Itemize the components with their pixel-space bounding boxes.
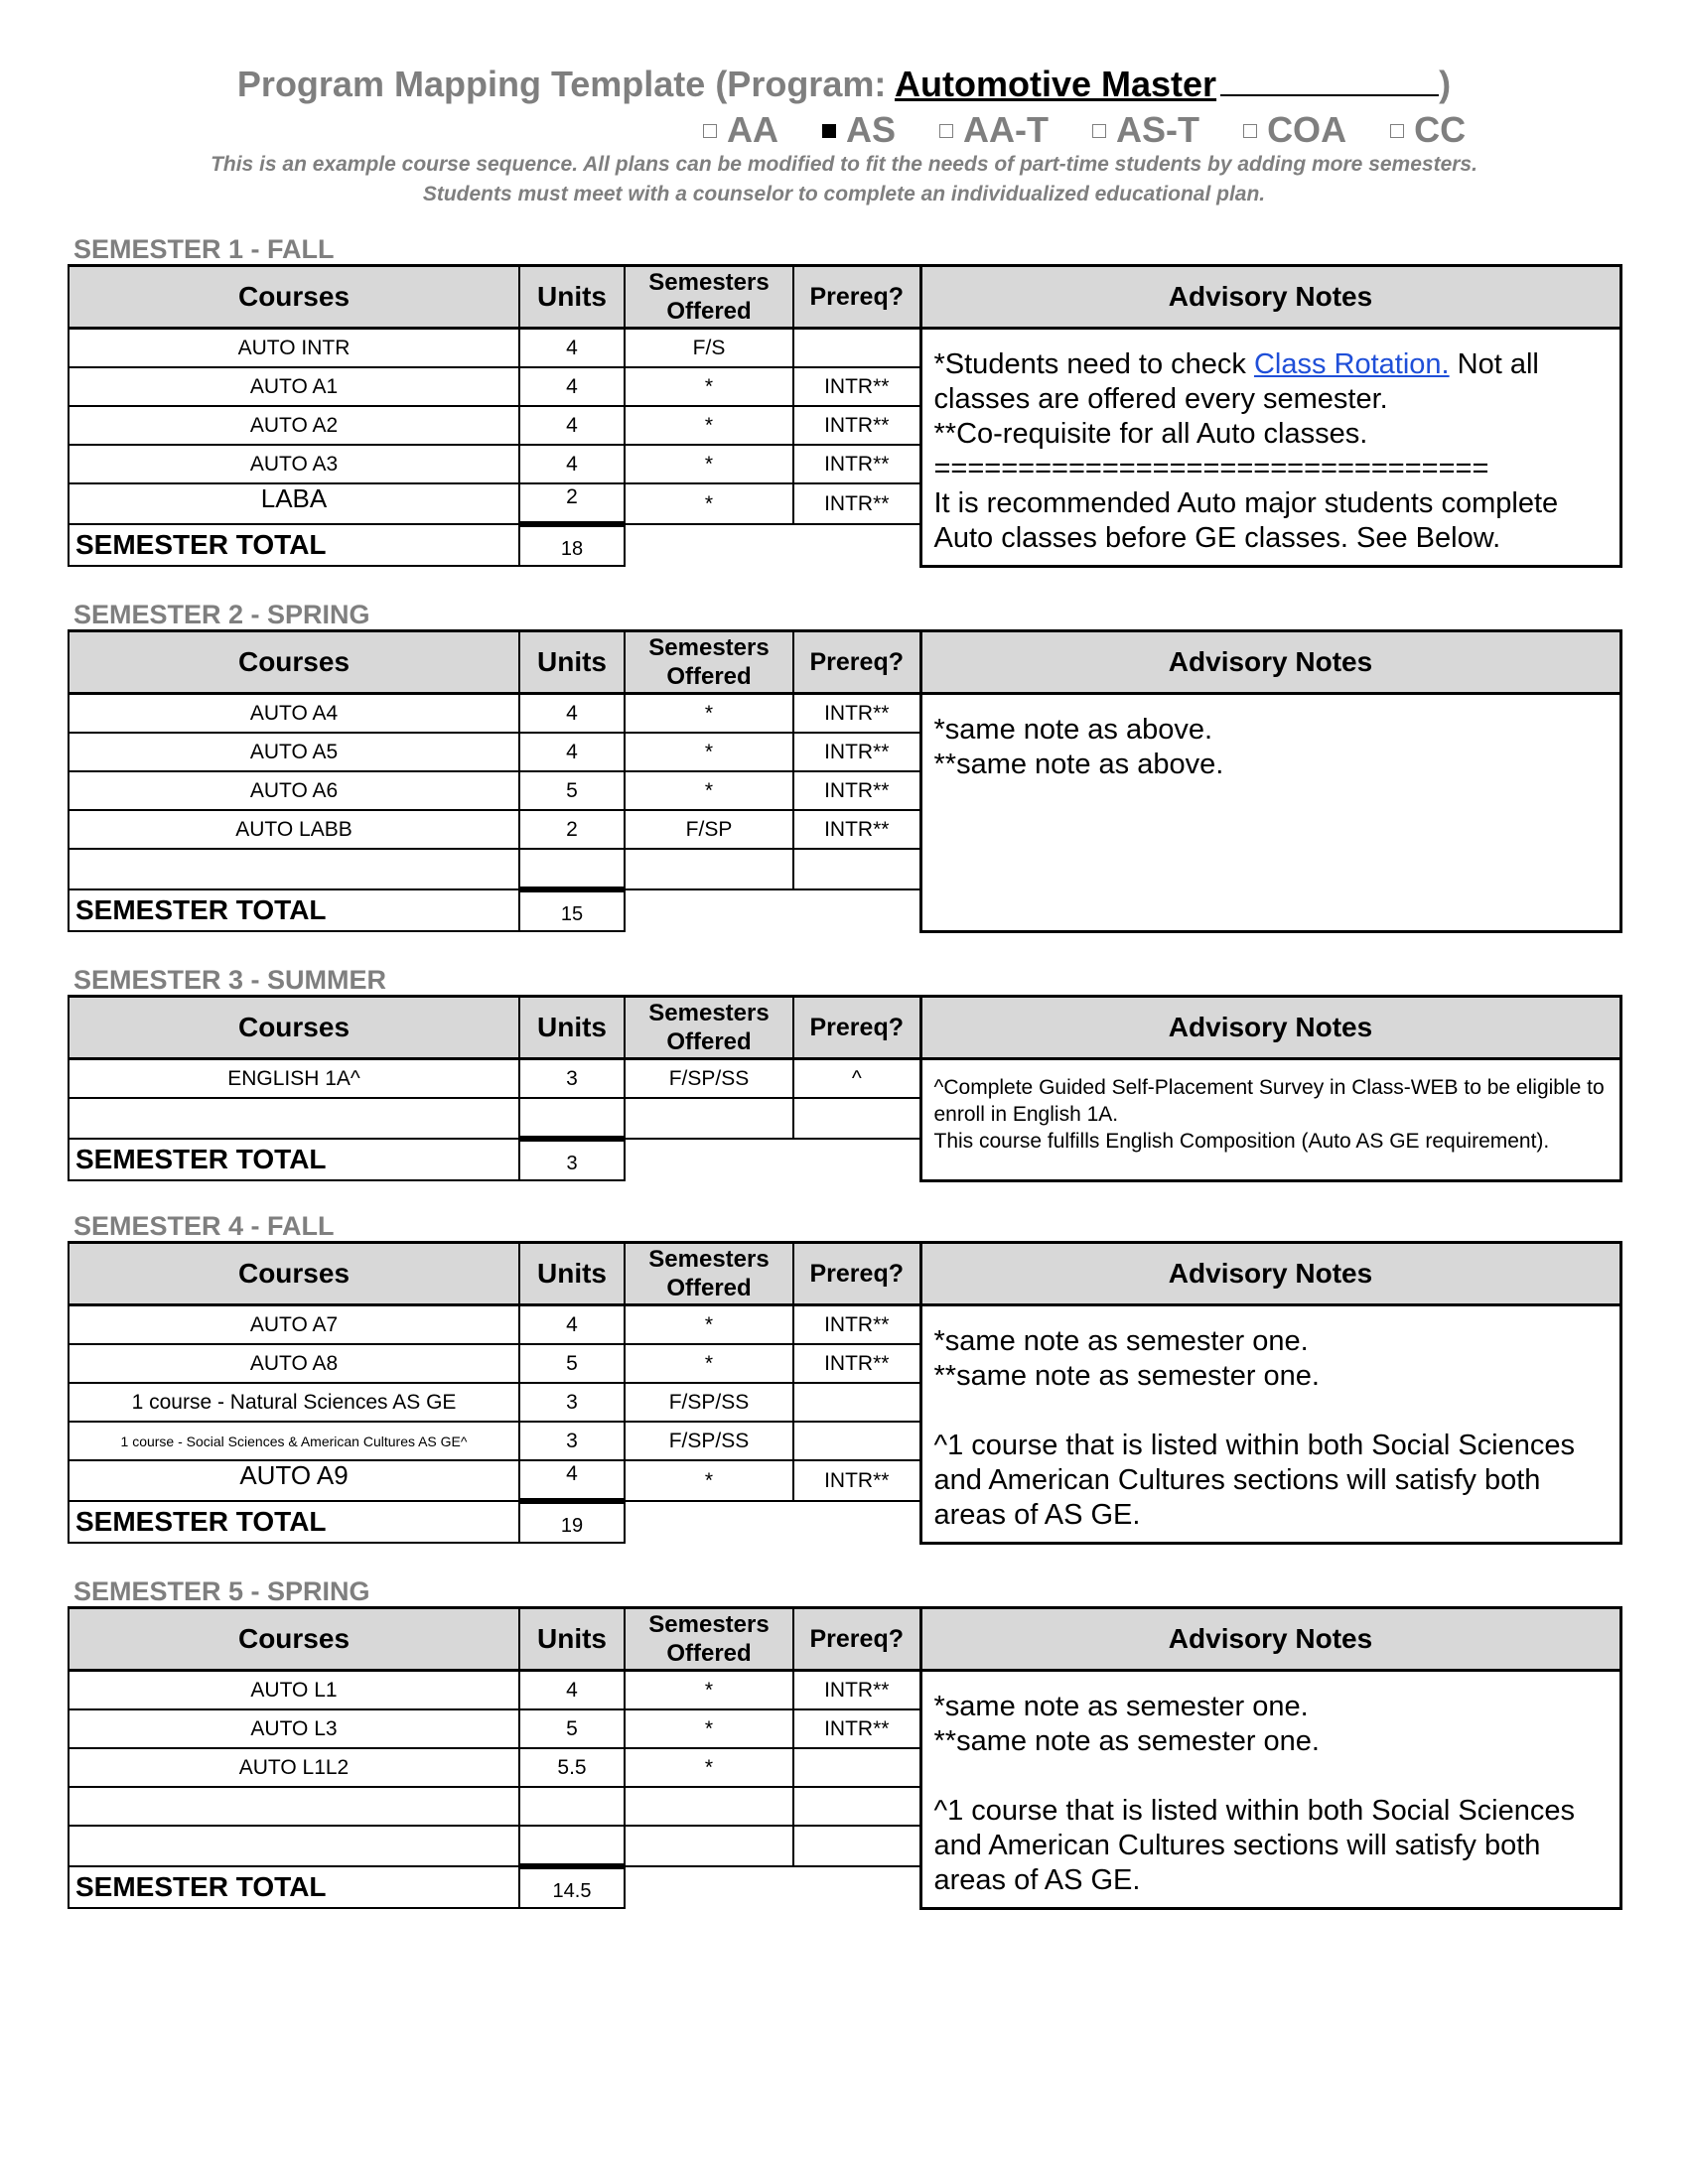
semester-total-label: SEMESTER TOTAL xyxy=(69,1501,519,1543)
course-cell xyxy=(69,1826,519,1866)
prereq-cell xyxy=(793,1787,920,1826)
degree-label: AA-T xyxy=(963,109,1050,150)
advisory-notes-cell: *same note as semester one. **same note as semester one. ^1 course that is listed within both Social Sciences and American Cultures sections will satisfy both areas of AS GE. xyxy=(920,1671,1620,1909)
table-header-row xyxy=(69,1608,1620,1671)
semesters-offered-header-line-1: Semesters xyxy=(648,1246,770,1273)
units-cell: 4 xyxy=(519,1671,625,1710)
semesters-offered-header xyxy=(625,1243,793,1305)
course-cell: AUTO L1 xyxy=(69,1671,519,1710)
units-cell xyxy=(519,1787,625,1826)
program-name: Automotive Master xyxy=(895,64,1217,104)
semesters-offered-header-line-2: Offered xyxy=(666,1028,752,1055)
courses-header: Courses xyxy=(69,266,519,329)
course-cell xyxy=(69,1787,519,1826)
checkbox-icon[interactable] xyxy=(939,124,953,138)
program-blank-line xyxy=(1220,68,1439,96)
semesters-offered-cell: F/S xyxy=(625,329,793,368)
course-cell xyxy=(69,1098,519,1139)
prereq-cell xyxy=(793,329,920,368)
degree-option-as-t[interactable] xyxy=(1092,109,1199,151)
advisory-notes-header: Advisory Notes xyxy=(920,266,1620,329)
semesters-offered-header xyxy=(625,997,793,1059)
units-header: Units xyxy=(519,997,625,1059)
course-cell: AUTO A2 xyxy=(69,406,519,445)
prereq-cell xyxy=(793,849,920,889)
table-header-row xyxy=(69,997,1620,1059)
semester-total-label: SEMESTER TOTAL xyxy=(69,889,519,931)
semesters-offered-cell: F/SP/SS xyxy=(625,1383,793,1422)
units-cell: 5 xyxy=(519,1709,625,1748)
semesters-offered-header-line-1: Semesters xyxy=(648,1000,770,1026)
degree-option-as[interactable] xyxy=(822,109,896,151)
prereq-header: Prereq? xyxy=(793,997,920,1059)
advisory-notes-cell: ^Complete Guided Self-Placement Survey in Class-WEB to be eligible to enroll in English 1A. This course fulfills English Composition (Auto AS GE requirement). xyxy=(920,1059,1620,1181)
prereq-cell: INTR** xyxy=(793,1709,920,1748)
semester-heading: SEMESTER 5 - SPRING xyxy=(73,1576,370,1606)
semester-total-label: SEMESTER TOTAL xyxy=(69,524,519,566)
prereq-header: Prereq? xyxy=(793,1243,920,1305)
degree-option-aa-t[interactable] xyxy=(939,109,1049,151)
semesters-offered-header xyxy=(625,266,793,329)
degree-option-aa[interactable] xyxy=(703,109,778,151)
semester-table xyxy=(68,995,1622,1182)
courses-header: Courses xyxy=(69,1243,519,1305)
semesters-offered-header-line-1: Semesters xyxy=(648,269,770,296)
units-cell: 3 xyxy=(519,1059,625,1099)
checkbox-icon[interactable] xyxy=(1243,124,1257,138)
semester-heading: SEMESTER 1 - FALL xyxy=(73,234,335,264)
semester-total-label: SEMESTER TOTAL xyxy=(69,1139,519,1180)
prereq-cell: INTR** xyxy=(793,1671,920,1710)
semesters-offered-header-line-2: Offered xyxy=(666,1275,752,1301)
semesters-offered-cell: * xyxy=(625,771,793,810)
class-rotation-link[interactable]: Class Rotation. xyxy=(1253,348,1450,380)
prereq-cell xyxy=(793,1422,920,1460)
table-row xyxy=(69,694,1620,734)
course-cell: AUTO A8 xyxy=(69,1344,519,1383)
courses-header: Courses xyxy=(69,997,519,1059)
units-cell: 4 xyxy=(519,1460,625,1501)
prereq-cell: INTR** xyxy=(793,367,920,406)
units-cell: 2 xyxy=(519,810,625,849)
units-cell: 4 xyxy=(519,694,625,734)
course-cell: LABA xyxy=(69,483,519,524)
empty-cell xyxy=(625,1139,793,1180)
advisory-notes-header: Advisory Notes xyxy=(920,631,1620,694)
degree-option-coa[interactable] xyxy=(1243,109,1346,151)
semester-total-units: 19 xyxy=(519,1501,625,1543)
table-row xyxy=(69,1671,1620,1710)
semesters-offered-header xyxy=(625,631,793,694)
disclaimer-line-2: Students must meet with a counselor to complete an individualized educational plan. xyxy=(422,183,1266,205)
prereq-cell xyxy=(793,1748,920,1787)
course-cell: AUTO A4 xyxy=(69,694,519,734)
semester-total-units: 3 xyxy=(519,1139,625,1180)
course-cell: 1 course - Natural Sciences AS GE xyxy=(69,1383,519,1422)
semesters-offered-cell: * xyxy=(625,445,793,483)
course-cell: AUTO L3 xyxy=(69,1709,519,1748)
semesters-offered-cell: * xyxy=(625,733,793,771)
prereq-cell: INTR** xyxy=(793,1344,920,1383)
disclaimer-line-1: This is an example course sequence. All plans can be modified to fit the needs of part-time students by adding more semesters. xyxy=(211,153,1477,176)
units-cell: 2 xyxy=(519,483,625,524)
title-suffix: ) xyxy=(1439,64,1452,104)
units-cell: 5 xyxy=(519,1344,625,1383)
semesters-offered-cell xyxy=(625,849,793,889)
semester-heading: SEMESTER 2 - SPRING xyxy=(73,600,370,629)
empty-cell xyxy=(625,1866,793,1908)
table-row xyxy=(69,1059,1620,1099)
course-cell: AUTO L1L2 xyxy=(69,1748,519,1787)
advisory-notes-cell: *same note as above. **same note as above. xyxy=(920,694,1620,932)
course-cell: ENGLISH 1A^ xyxy=(69,1059,519,1099)
semesters-offered-cell: F/SP/SS xyxy=(625,1422,793,1460)
course-cell: AUTO LABB xyxy=(69,810,519,849)
course-cell: AUTO INTR xyxy=(69,329,519,368)
prereq-cell: INTR** xyxy=(793,1460,920,1501)
semesters-offered-cell: * xyxy=(625,367,793,406)
course-cell: AUTO A7 xyxy=(69,1305,519,1345)
prereq-cell: INTR** xyxy=(793,483,920,524)
course-cell: AUTO A9 xyxy=(69,1460,519,1501)
semesters-offered-cell: F/SP xyxy=(625,810,793,849)
units-cell: 5.5 xyxy=(519,1748,625,1787)
units-cell: 4 xyxy=(519,367,625,406)
prereq-cell: INTR** xyxy=(793,733,920,771)
advisory-notes-header: Advisory Notes xyxy=(920,1243,1620,1305)
semester-table xyxy=(68,264,1622,568)
course-cell: AUTO A3 xyxy=(69,445,519,483)
semester-table xyxy=(68,629,1622,933)
semester-table xyxy=(68,1606,1622,1910)
units-header: Units xyxy=(519,1243,625,1305)
advisory-notes-cell xyxy=(920,329,1620,567)
units-cell: 4 xyxy=(519,1305,625,1345)
semesters-offered-cell xyxy=(625,1098,793,1139)
semester-total-units: 14.5 xyxy=(519,1866,625,1908)
empty-cell xyxy=(625,1501,793,1543)
table-header-row xyxy=(69,631,1620,694)
semesters-offered-cell: * xyxy=(625,483,793,524)
notes-text-before-link: *Students need to check xyxy=(933,348,1254,380)
table-row xyxy=(69,329,1620,368)
degree-option-cc[interactable] xyxy=(1390,109,1466,151)
degree-label: AA xyxy=(727,109,778,150)
semesters-offered-header-line-2: Offered xyxy=(666,298,752,325)
units-cell: 3 xyxy=(519,1422,625,1460)
units-header: Units xyxy=(519,631,625,694)
degree-label: COA xyxy=(1267,109,1347,150)
semesters-offered-cell: * xyxy=(625,1344,793,1383)
semesters-offered-header xyxy=(625,1608,793,1671)
prereq-cell: INTR** xyxy=(793,445,920,483)
table-row xyxy=(69,1305,1620,1345)
semester-total-units: 15 xyxy=(519,889,625,931)
semester-heading: SEMESTER 4 - FALL xyxy=(73,1211,335,1241)
advisory-notes-header: Advisory Notes xyxy=(920,997,1620,1059)
empty-cell xyxy=(625,889,793,931)
prereq-cell: INTR** xyxy=(793,771,920,810)
prereq-cell xyxy=(793,1826,920,1866)
advisory-notes-header: Advisory Notes xyxy=(920,1608,1620,1671)
table-header-row xyxy=(69,266,1620,329)
title-prefix: Program Mapping Template (Program: xyxy=(236,64,887,104)
units-header: Units xyxy=(519,266,625,329)
semesters-offered-cell: * xyxy=(625,1709,793,1748)
checkbox-icon[interactable] xyxy=(703,124,717,138)
prereq-header: Prereq? xyxy=(793,1608,920,1671)
checkbox-icon[interactable] xyxy=(822,124,836,138)
checkbox-icon[interactable] xyxy=(1390,124,1404,138)
semesters-offered-header-line-1: Semesters xyxy=(648,634,770,661)
units-cell xyxy=(519,849,625,889)
units-cell: 5 xyxy=(519,771,625,810)
course-cell: AUTO A6 xyxy=(69,771,519,810)
prereq-cell: INTR** xyxy=(793,406,920,445)
degree-options xyxy=(703,109,1467,153)
degree-label: AS xyxy=(846,109,897,150)
prereq-cell: INTR** xyxy=(793,694,920,734)
courses-header: Courses xyxy=(69,1608,519,1671)
semester-total-units: 18 xyxy=(519,524,625,566)
advisory-notes-cell: *same note as semester one. **same note as semester one. ^1 course that is listed within both Social Sciences and American Cultures sections will satisfy both areas of AS GE. xyxy=(920,1305,1620,1544)
semester-total-label: SEMESTER TOTAL xyxy=(69,1866,519,1908)
semesters-offered-header-line-2: Offered xyxy=(666,1640,752,1667)
degree-label: CC xyxy=(1414,109,1467,150)
semester-heading: SEMESTER 3 - SUMMER xyxy=(73,965,387,995)
empty-cell xyxy=(793,524,920,566)
prereq-cell xyxy=(793,1383,920,1422)
empty-cell xyxy=(793,889,920,931)
notes-text-after-link: Not all classes are offered every semester. **Co-requisite for all Auto classes. ================================= It is recommended Auto major students complete Auto classes before GE classes. See Below. xyxy=(933,348,1559,554)
semesters-offered-cell: * xyxy=(625,406,793,445)
semesters-offered-cell xyxy=(625,1787,793,1826)
units-cell: 4 xyxy=(519,733,625,771)
table-header-row xyxy=(69,1243,1620,1305)
prereq-cell xyxy=(793,1098,920,1139)
semesters-offered-cell: * xyxy=(625,1671,793,1710)
semesters-offered-header-line-2: Offered xyxy=(666,663,752,690)
courses-header: Courses xyxy=(69,631,519,694)
checkbox-icon[interactable] xyxy=(1092,124,1106,138)
prereq-cell: ^ xyxy=(793,1059,920,1099)
units-cell: 4 xyxy=(519,329,625,368)
semesters-offered-cell: * xyxy=(625,694,793,734)
empty-cell xyxy=(793,1501,920,1543)
units-cell xyxy=(519,1826,625,1866)
semesters-offered-cell xyxy=(625,1826,793,1866)
degree-label: AS-T xyxy=(1116,109,1200,150)
semesters-offered-cell: F/SP/SS xyxy=(625,1059,793,1099)
course-cell xyxy=(69,849,519,889)
empty-cell xyxy=(793,1866,920,1908)
semester-table xyxy=(68,1241,1622,1545)
course-cell: AUTO A1 xyxy=(69,367,519,406)
prereq-cell: INTR** xyxy=(793,1305,920,1345)
prereq-header: Prereq? xyxy=(793,631,920,694)
page-title xyxy=(0,64,1688,105)
units-cell xyxy=(519,1098,625,1139)
units-cell: 4 xyxy=(519,406,625,445)
course-cell: AUTO A5 xyxy=(69,733,519,771)
units-cell: 3 xyxy=(519,1383,625,1422)
semesters-offered-cell: * xyxy=(625,1748,793,1787)
empty-cell xyxy=(625,524,793,566)
units-header: Units xyxy=(519,1608,625,1671)
units-cell: 4 xyxy=(519,445,625,483)
prereq-cell: INTR** xyxy=(793,810,920,849)
semesters-offered-header-line-1: Semesters xyxy=(648,1611,770,1638)
semesters-offered-cell: * xyxy=(625,1305,793,1345)
prereq-header: Prereq? xyxy=(793,266,920,329)
course-cell: 1 course - Social Sciences & American Cultures AS GE^ xyxy=(69,1422,519,1460)
empty-cell xyxy=(793,1139,920,1180)
semesters-offered-cell: * xyxy=(625,1460,793,1501)
